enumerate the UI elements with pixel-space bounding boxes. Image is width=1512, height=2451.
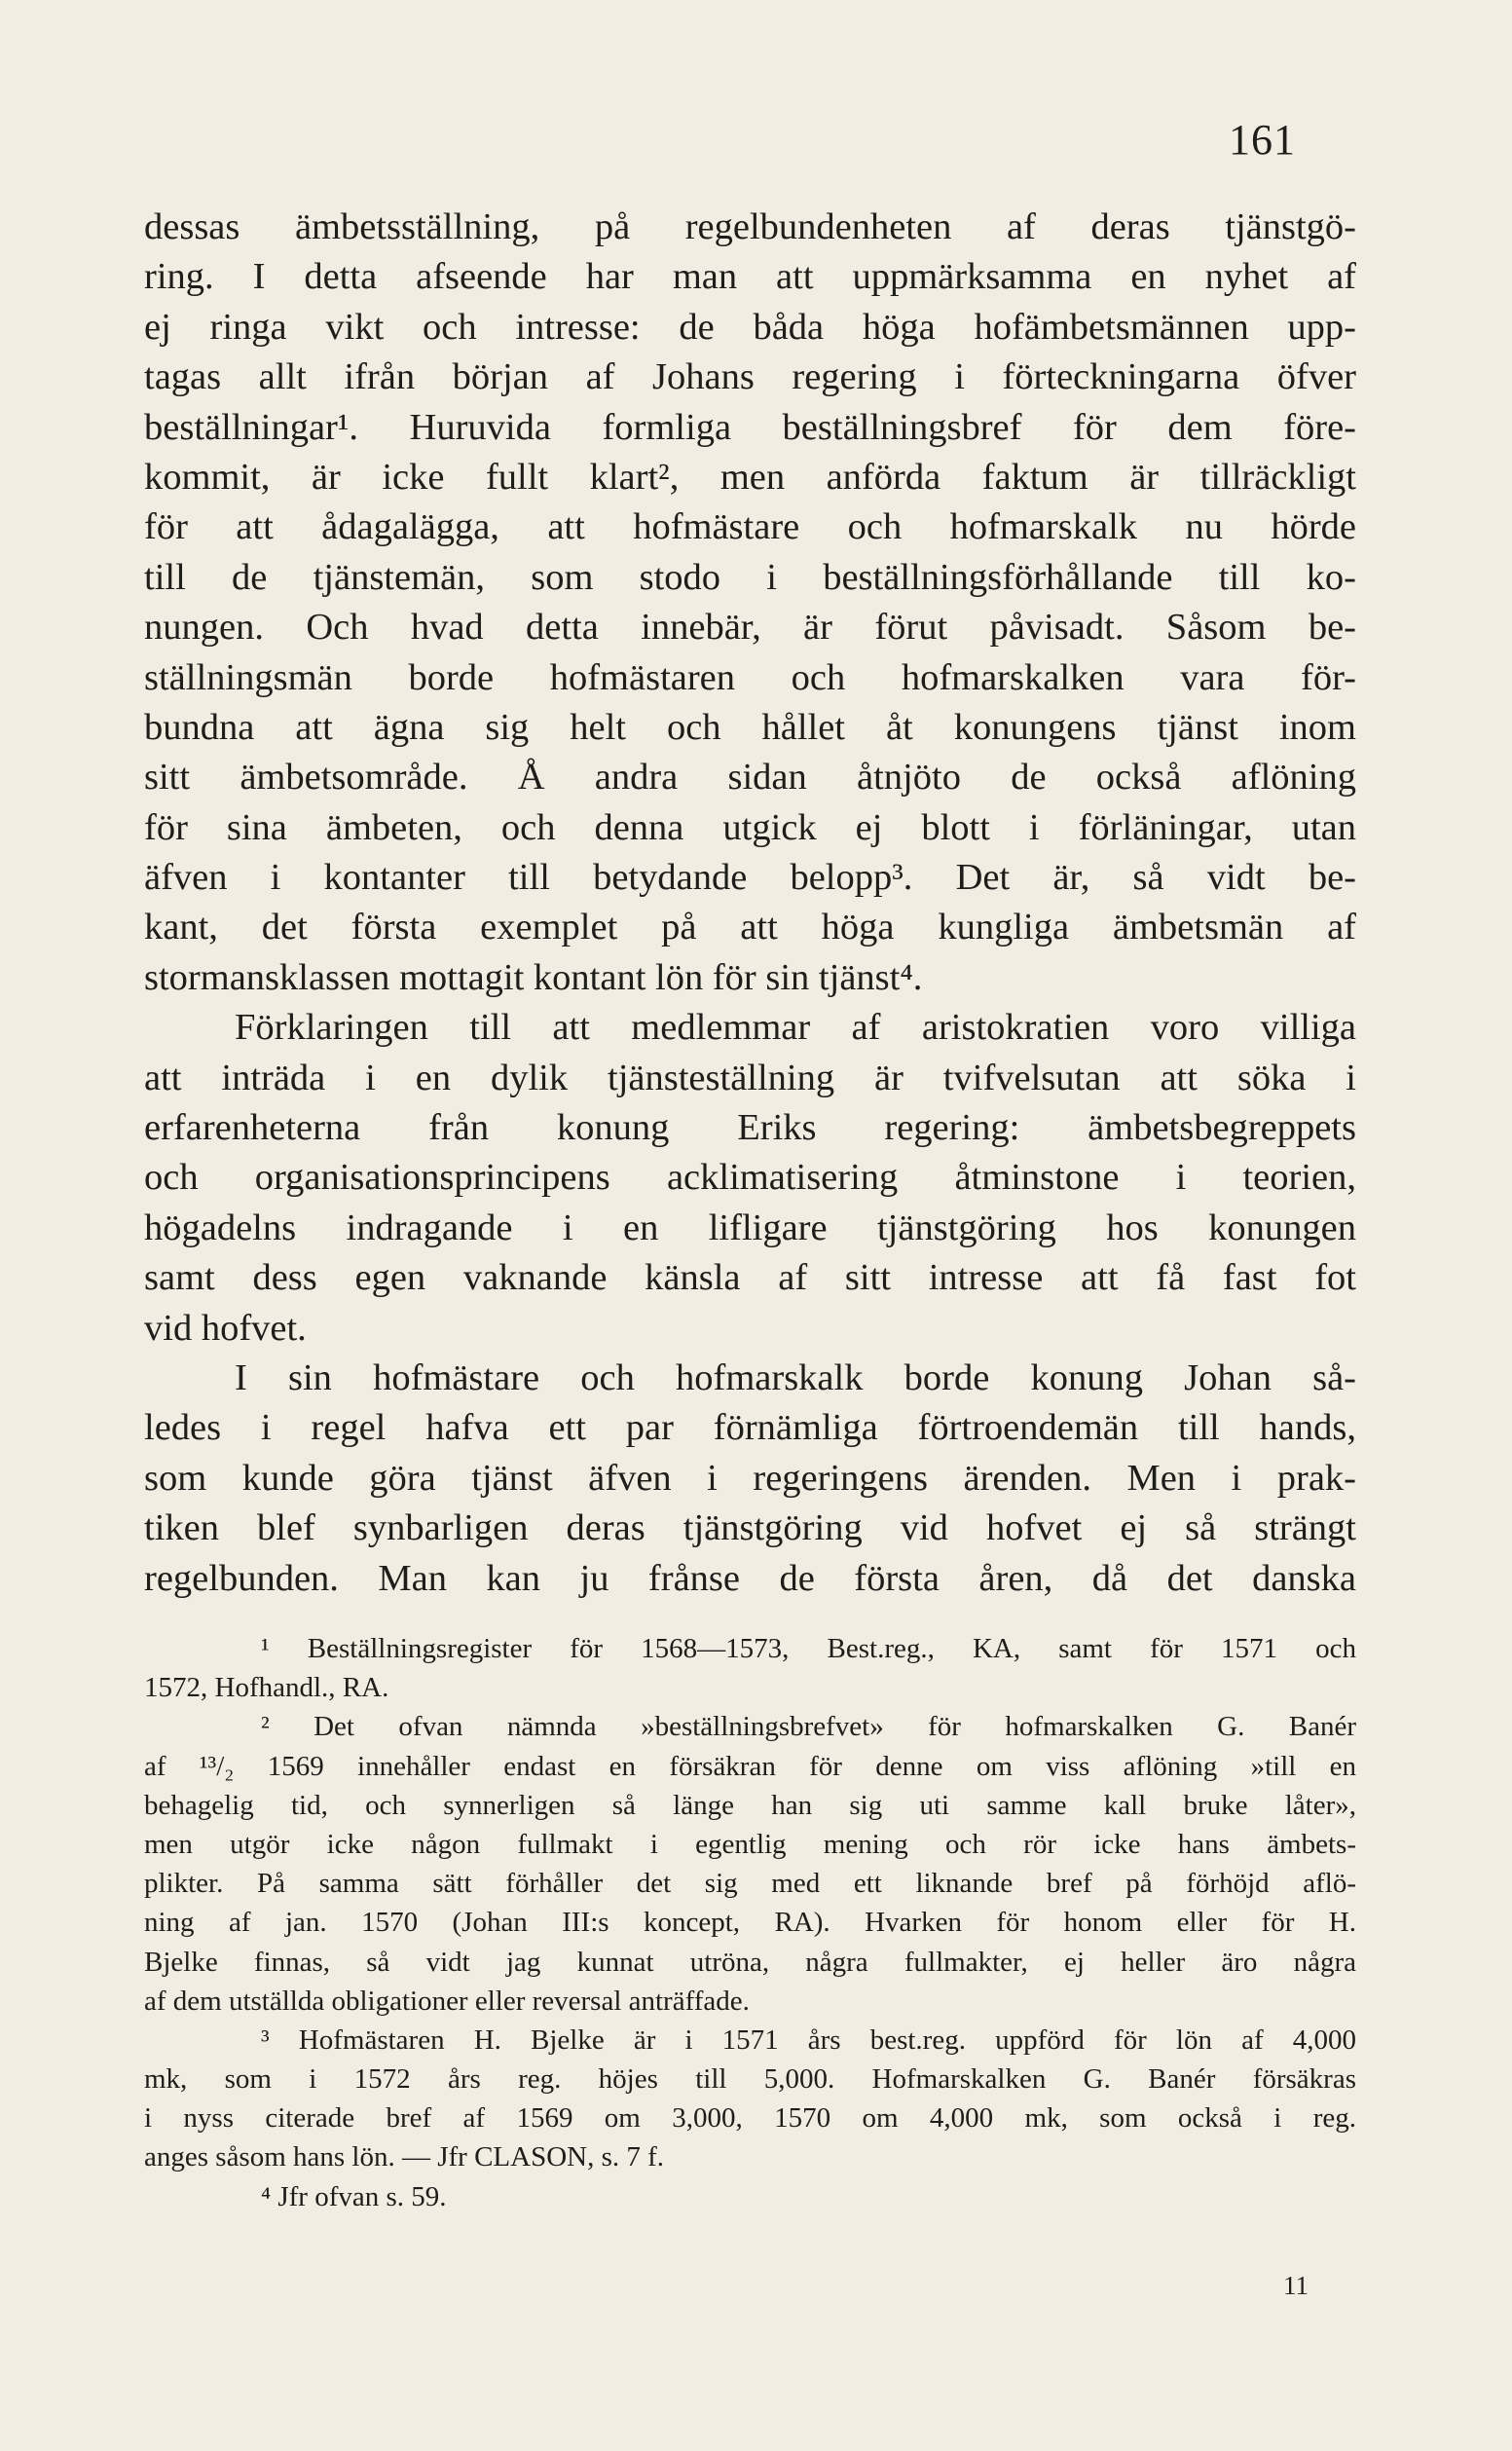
body-line: tiken blef synbarligen deras tjänstgöring vid hofvet ej så strängt — [144, 1507, 1356, 1549]
body-line: ledes i regel hafva ett par förnämliga förtroendemän till hands, — [144, 1407, 1356, 1449]
body-line: samt dess egen vaknande känsla af sitt intresse att få fast fot — [144, 1257, 1356, 1299]
body-line: dessas ämbetsställning, på regelbundenheten af deras tjänstgö- — [144, 206, 1356, 247]
body-line: kant, det första exemplet på att höga kungliga ämbetsmän af — [144, 907, 1356, 948]
footnote-line: Bjelke finnas, så vidt jag kunnat utröna, några fullmakter, ej heller äro några — [144, 1946, 1356, 1978]
footnote-line: mk, som i 1572 års reg. höjes till 5,000. Hofmarskalken G. Banér försäkras — [144, 2063, 1356, 2096]
body-line: ej ringa vikt och intresse: de båda höga hofämbetsmännen upp- — [144, 306, 1356, 348]
footnotes — [144, 1629, 1356, 2216]
body-line: erfarenheterna från konung Eriks regering: ämbetsbegreppets — [144, 1107, 1356, 1149]
footnote-line: af dem utställda obligationer eller reversal anträffade. — [144, 1985, 750, 2017]
body-line: bundna att ägna sig helt och hållet åt konungens tjänst inom — [144, 706, 1356, 748]
body-line: äfven i kontanter till betydande belopp³. Det är, så vidt be- — [144, 857, 1356, 899]
body-line: I sin hofmästare och hofmarskalk borde konung Johan så- — [235, 1356, 1356, 1398]
body-line: som kunde göra tjänst äfven i regeringens ärenden. Men i prak- — [144, 1457, 1356, 1499]
body-line: ställningsmän borde hofmästaren och hofmarskalken vara för- — [144, 656, 1356, 698]
body-line: till de tjänstemän, som stodo i beställningsförhållande till ko- — [144, 556, 1356, 598]
body-line: kommit, är icke fullt klart², men anförda faktum är tillräckligt — [144, 456, 1356, 498]
footnote-line: ² Det ofvan nämnda »beställningsbrefvet» för hofmarskalken G. Banér — [261, 1711, 1356, 1743]
footnote-line: behagelig tid, och synnerligen så länge han sig uti samme kall bruke låter», — [144, 1789, 1356, 1821]
body-line: stormansklassen mottagit kontant lön för sin tjänst⁴. — [144, 956, 923, 998]
footnote-line: 1572, Hofhandl., RA. — [144, 1672, 389, 1704]
body-line: beställningar¹. Huruvida formliga beställningsbref för dem före- — [144, 406, 1356, 448]
footnote-line: plikter. På samma sätt förhåller det sig med ett liknande bref på förhöjd aflö- — [144, 1868, 1356, 1900]
body-line: och organisationsprincipens acklimatisering åtminstone i teorien, — [144, 1157, 1356, 1199]
body-line: för sina ämbeten, och denna utgick ej blott i förläningar, utan — [144, 806, 1356, 848]
footnote-line: af ¹³/₂ 1569 innehåller endast en försäkran för denne om viss aflöning »till en — [144, 1750, 1356, 1782]
main-text — [144, 203, 1356, 1604]
body-line: högadelns indragande i en lifligare tjänstgöring hos konungen — [144, 1207, 1356, 1248]
footnote-line: anges såsom hans lön. — Jfr CLASON, s. 7 f. — [144, 2141, 665, 2173]
body-line: nungen. Och hvad detta innebär, är förut påvisadt. Såsom be- — [144, 607, 1356, 649]
footnote-line: ning af jan. 1570 (Johan III:s koncept, RA). Hvarken för honom eller för H. — [144, 1907, 1356, 1939]
footnote-line: men utgör icke någon fullmakt i egentlig mening och rör icke hans ämbets- — [144, 1828, 1356, 1860]
page-number: 161 — [1229, 116, 1296, 164]
body-line: Förklaringen till att medlemmar af aristokratien voro villiga — [235, 1007, 1356, 1049]
footnote-line: ³ Hofmästaren H. Bjelke är i 1571 års best.reg. uppförd för lön af 4,000 — [261, 2024, 1356, 2056]
footnote-line: ¹ Beställningsregister för 1568—1573, Best.reg., KA, samt för 1571 och — [261, 1633, 1356, 1664]
body-line: ring. I detta afseende har man att uppmärksamma en nyhet af — [144, 256, 1356, 298]
body-line: sitt ämbetsområde. Å andra sidan åtnjöto de också aflöning — [144, 757, 1356, 798]
body-line: för att ådagalägga, att hofmästare och hofmarskalk nu hörde — [144, 506, 1356, 548]
body-line: tagas allt ifrån början af Johans regering i förteckningarna öfver — [144, 356, 1356, 398]
body-line: regelbunden. Man kan ju frånse de första åren, då det danska — [144, 1557, 1356, 1599]
signature-mark: 11 — [1283, 2271, 1309, 2300]
footnote-line: ⁴ Jfr ofvan s. 59. — [261, 2180, 447, 2212]
footnote-line: i nyss citerade bref af 1569 om 3,000, 1570 om 4,000 mk, som också i reg. — [144, 2102, 1356, 2135]
body-line: vid hofvet. — [144, 1307, 307, 1349]
body-line: att inträda i en dylik tjänsteställning är tvifvelsutan att söka i — [144, 1057, 1356, 1098]
